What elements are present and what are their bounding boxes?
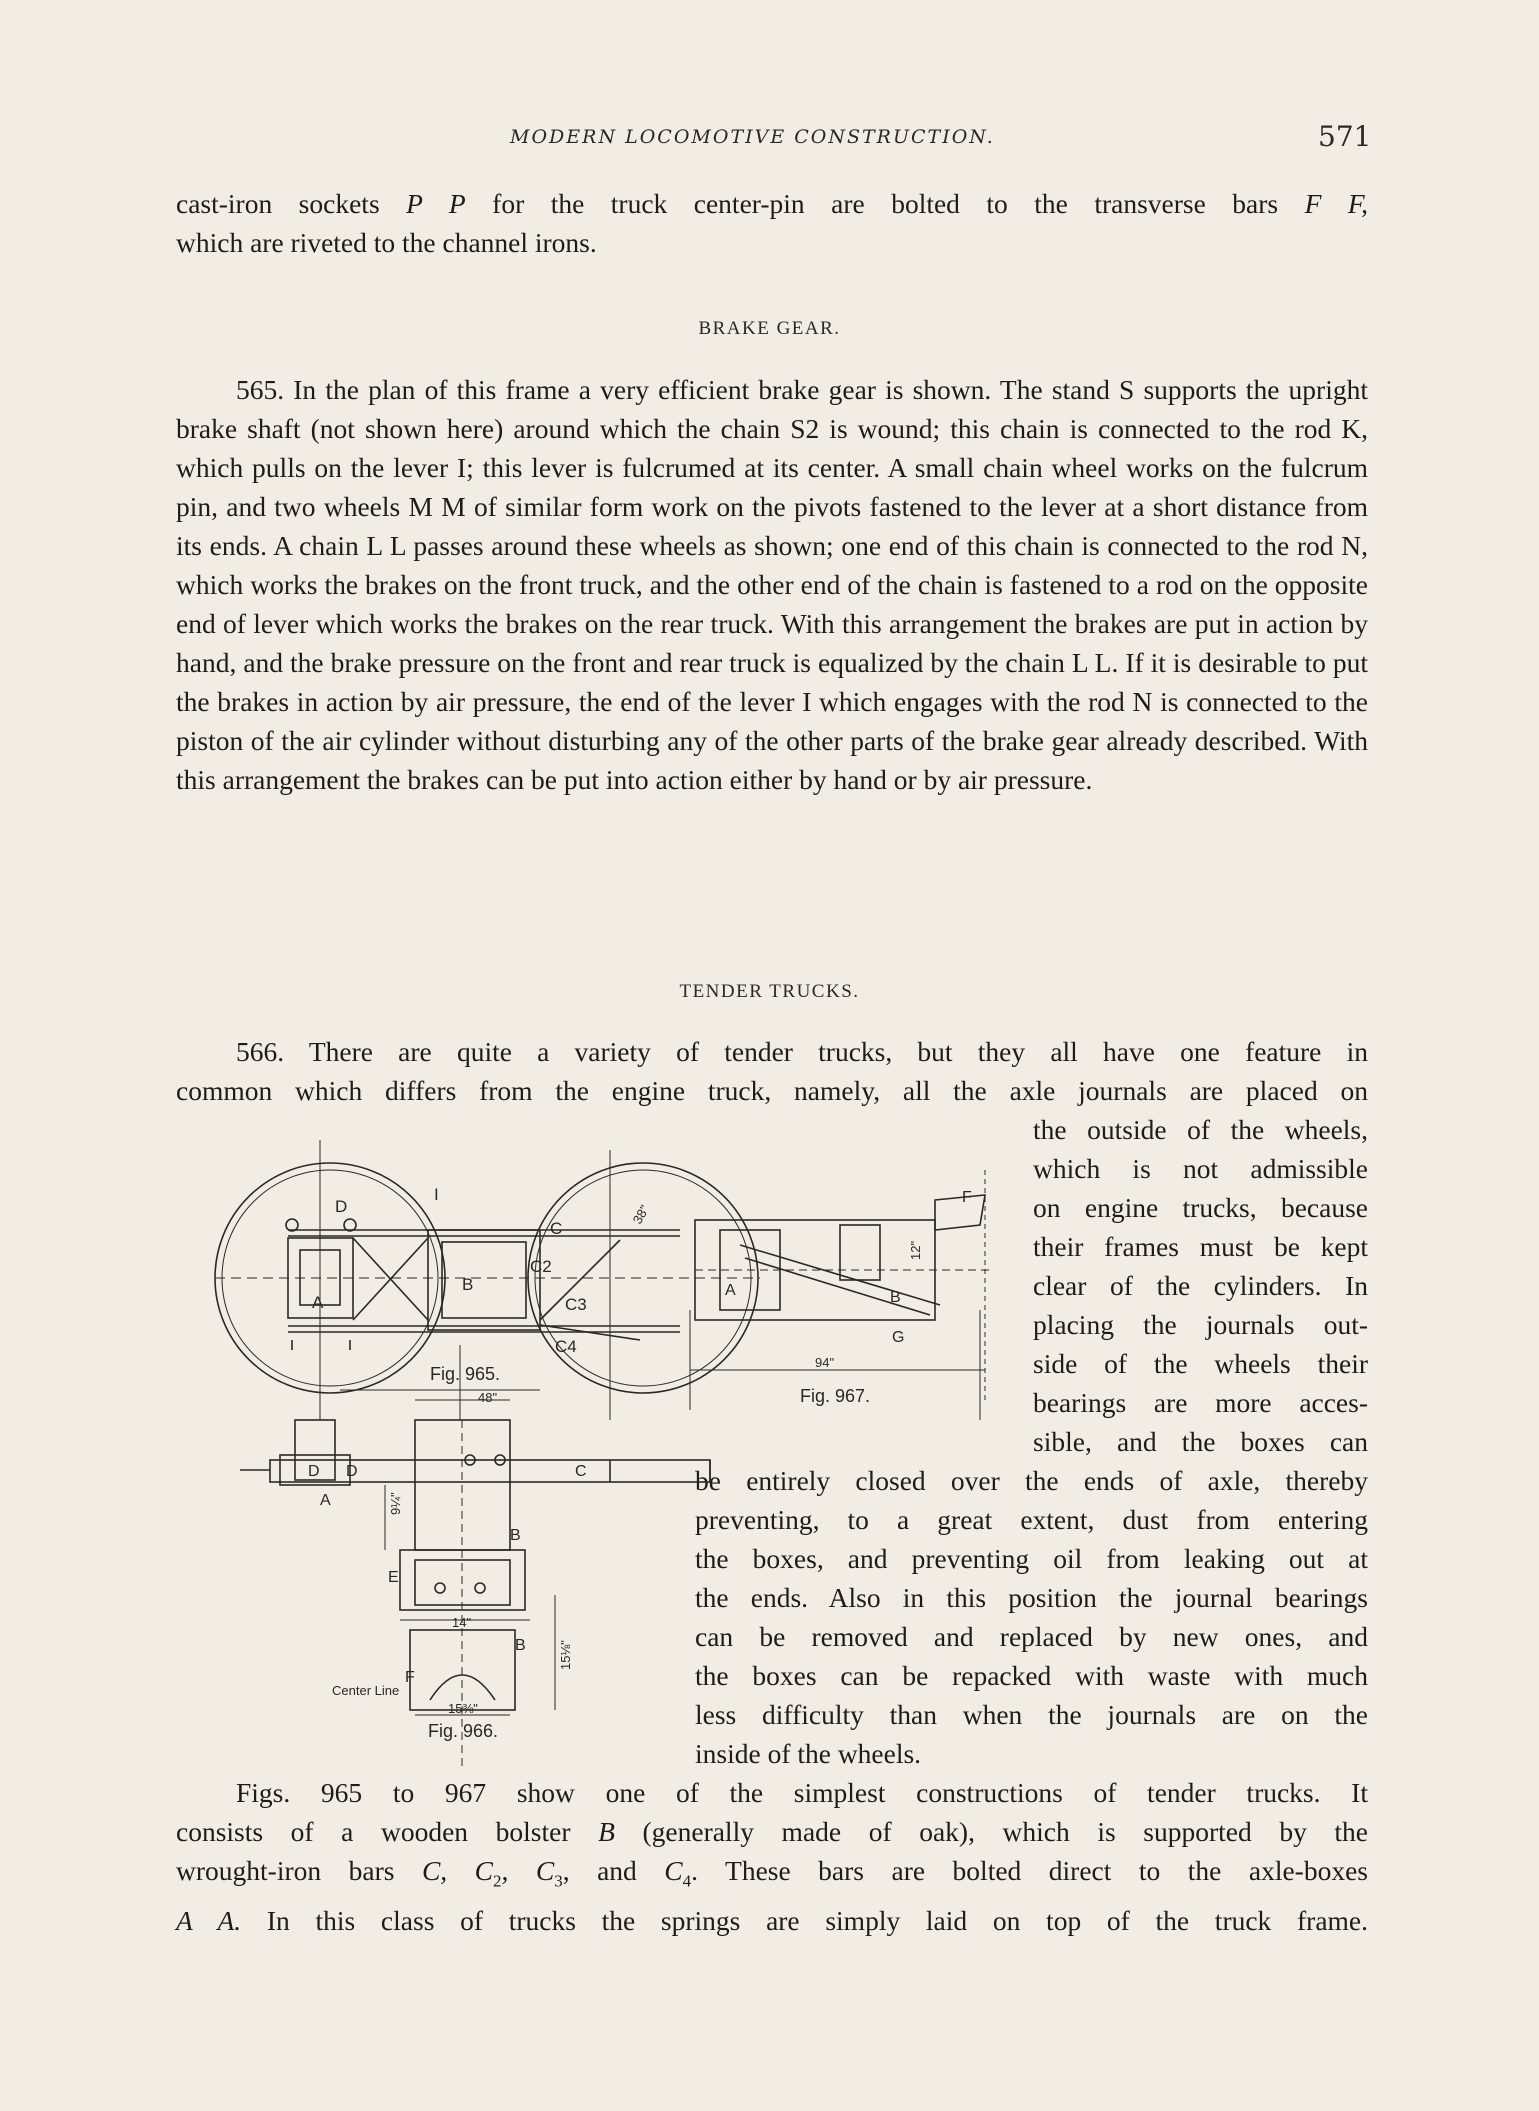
label-d: D <box>335 1197 348 1216</box>
dim-14: 14" <box>452 1615 472 1630</box>
label-c-966: C <box>575 1463 587 1480</box>
dim-12: 12" <box>908 1240 923 1260</box>
label-g-967: G <box>892 1329 905 1346</box>
dim-15-375: 15⅜" <box>448 1701 478 1716</box>
figure-965-caption: Fig. 965. <box>430 1364 501 1384</box>
center-line-label: Center Line <box>332 1683 400 1698</box>
label-b: B <box>462 1275 474 1294</box>
label-f-966: F <box>405 1669 415 1686</box>
figure-966-labels <box>308 1463 587 1741</box>
paragraph-566-right-column: the outside of the wheels, which is not admissible on engine trucks, because their frames must be kept clear of the cylinders. In placing the journals out- side of the wheels their bearings are more acces- sible, and the boxes can <box>1033 1114 1368 1457</box>
paragraph-565-text: 565. In the plan of this frame a very efficient brake gear is shown. The stand S supports the upright brake shaft (not shown here) around which the chain S2 is wound; this chain is connected to the rod K, which pulls on the lever I; this lever is fulcrumed at its center. A small chain wheel works on the fulcrum pin, and two wheels M M of similar form work on the pivots fastened to the lever at a short distance from its ends. A chain L L passes around these wheels as shown; one end of this chain is connected to the rod N, which works the brakes on the front truck, and the other end of the chain is fastened to a rod on the opposite end of lever which works the brakes on the rear truck. With this arrangement the brakes are put in action by hand, and the brake pressure on the front and rear truck is equalized by the chain L L. If it is desirable to put the brakes in action by air pressure, the end of the lever I which engages with the rod N is connected to the piston of the air cylinder without disturbing any of the other parts of the brake gear already described. With this arrangement the brakes can be put into action either by hand or by air pressure. <box>176 374 1368 795</box>
label-d-966a: D <box>308 1463 320 1480</box>
figure-966-caption: Fig. 966. <box>428 1721 499 1741</box>
label-c3: C3 <box>565 1295 587 1314</box>
page-number: 571 <box>1318 120 1372 153</box>
label-e-966: E <box>388 1569 399 1586</box>
tender-truck-figures <box>200 1130 1000 1770</box>
dim-15-125: 15⅛" <box>558 1640 573 1670</box>
label-d-966b: D <box>346 1463 358 1480</box>
intro-paragraph: cast-iron sockets P P for the truck center-pin are bolted to the transverse bars F F, which are riveted to the channel irons. <box>176 188 1368 258</box>
running-title: MODERN LOCOMOTIVE CONSTRUCTION. <box>510 126 995 148</box>
label-a-966: A <box>320 1492 331 1509</box>
label-i: I <box>434 1185 439 1204</box>
paragraph-566-middle-column: be entirely closed over the ends of axle, thereby preventing, to a great extent, dust from entering the boxes, and preventing oil from leaking out at the ends. Also in this position the journal bearings can be removed and replaced by new ones, and the boxes can be repacked with waste with much less difficulty than when the journals are on the inside of the wheels. <box>695 1465 1368 1769</box>
figure-965-labels <box>312 1185 652 1405</box>
dim-94: 94" <box>815 1355 835 1370</box>
label-b-966b: B <box>515 1637 526 1654</box>
dim-9-25: 9¼" <box>388 1492 403 1515</box>
label-c4: C4 <box>555 1337 577 1356</box>
dim-48: 48" <box>478 1390 498 1405</box>
label-a: A <box>312 1293 324 1312</box>
label-c: C <box>550 1219 563 1238</box>
section-heading-tender-trucks: TENDER TRUCKS. <box>679 981 860 1002</box>
paragraph-566-top: 566. There are quite a variety of tender trucks, but they all have one feature in common which differs from the engine truck, namely, all the axle journals are placed on <box>176 1036 1368 1106</box>
section-heading-brake-gear: BRAKE GEAR. <box>698 318 841 339</box>
label-a-967: A <box>725 1282 736 1299</box>
paragraph-figs-965-967: Figs. 965 to 967 show one of the simplest constructions of tender trucks. It consists of a wooden bolster B (generally made of oak), which is supported by the wrought-iron bars C, $C_2$, $C_3$, and $C_4$. These bars are bolted direct to the axle-boxes A A. In this class of trucks the springs are simply laid on top of the truck frame. <box>176 1777 1369 1936</box>
dim-38: 38" <box>629 1202 653 1227</box>
label-c2: C2 <box>530 1257 552 1276</box>
label-f-967: F <box>962 1189 972 1206</box>
running-head <box>0 122 1539 162</box>
label-b-966a: B <box>510 1527 521 1544</box>
figure-967-caption: Fig. 967. <box>800 1386 871 1406</box>
paragraph-565 <box>176 370 1368 799</box>
label-b-967: B <box>890 1289 901 1306</box>
